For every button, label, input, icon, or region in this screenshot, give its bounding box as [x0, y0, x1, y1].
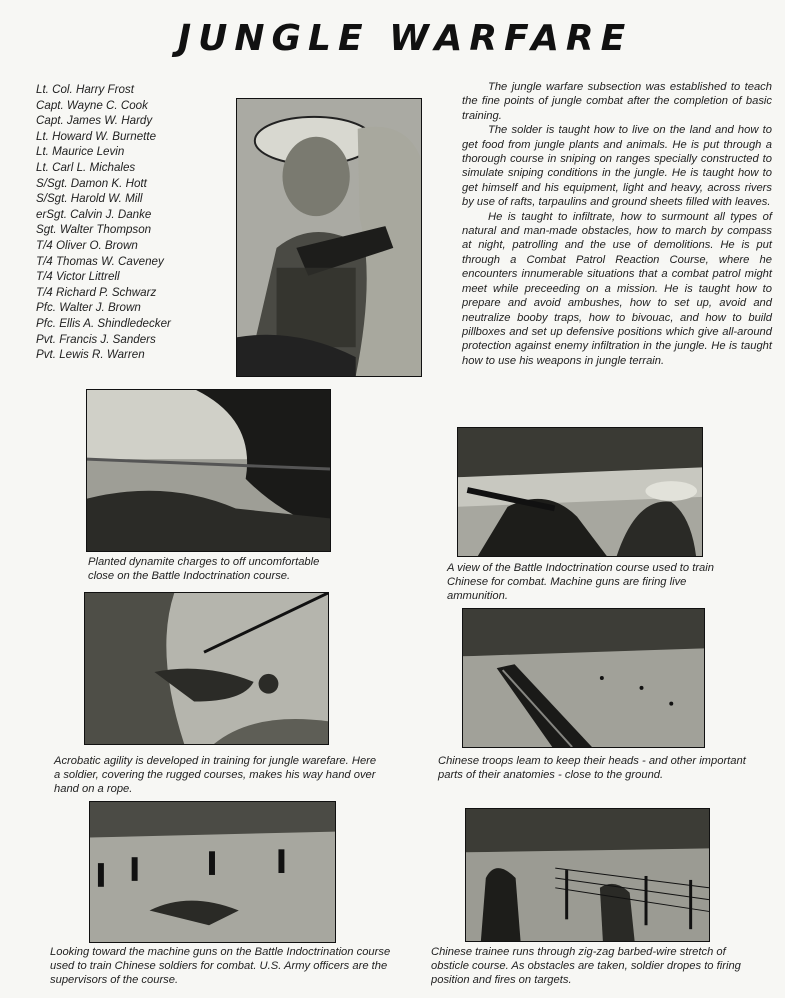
intro-text — [462, 80, 772, 368]
dynamite-caption: Planted dynamite charges to off uncomfortable close on the Battle Indoctrination course. — [88, 556, 320, 582]
roster-name: erSgt. Calvin J. Danke — [36, 207, 152, 221]
trench-caption: Chinese troops leam to keep their heads - and other important parts of their anatomies - close to the ground. — [438, 755, 746, 781]
portrait-photo — [236, 98, 422, 377]
intro-paragraph: The jungle warfare subsection was established to teach the fine points of jungle combat after the completion of basic training. — [462, 81, 772, 122]
staff-roster — [36, 82, 196, 363]
roster-name: Capt. James W. Hardy — [36, 114, 153, 128]
intro-paragraph: The solder is taught how to live on the land and how to get food from jungle plants and animals. He is put through a thorough course in sniping on ranges specially constructed to simulate sniping conditions in the jungle. He is taught how to get himself and his equipment, light and heavy, across rivers by use of rafts, tarpaulins and ground sheets filled with leaves. — [462, 124, 772, 209]
roster-name: Pfc. Ellis A. Shindledecker — [36, 316, 171, 330]
roster-name: Pvt. Lewis R. Warren — [36, 348, 145, 362]
roster-name: Lt. Howard W. Burnette — [36, 129, 157, 143]
roster-name: S/Sgt. Damon K. Hott — [36, 176, 147, 190]
battle-view-caption: A view of the Battle Indoctrination course used to train Chinese for combat. Machine guns are firing live ammunition. — [447, 562, 714, 602]
roster-name: Capt. Wayne C. Cook — [36, 98, 148, 112]
roster-name: S/Sgt. Harold W. Mill — [36, 192, 143, 206]
barbed-wire-photo — [465, 808, 710, 942]
roster-name: Pvt. Francis J. Sanders — [36, 332, 156, 346]
rope-photo — [84, 592, 329, 745]
roster-name: Lt. Col. Harry Frost — [36, 83, 134, 96]
dynamite-photo — [86, 389, 331, 552]
roster-name: Sgt. Walter Thompson — [36, 223, 152, 237]
battle-view-photo — [457, 427, 703, 557]
roster-name: T/4 Oliver O. Brown — [36, 238, 138, 252]
roster-name: Lt. Maurice Levin — [36, 145, 125, 159]
roster-name: T/4 Thomas W. Caveney — [36, 254, 164, 268]
intro-paragraph: He is taught to infiltrate, how to surmount all types of natural and man-made obstacles, how to march by compass at night, patrolling and the use of demolitions. He is put through a Combat Patrol Reaction Course, where he encounters innumerable situations that a combat patrol might meet while preceeding on a mission. He is taught how to prepare and avoid ambushes, how to set up, avoid and neutralize booby traps, how to bivouac, and how to build pillboxes and set up defensive positions which give all-around protection against enemy infiltration in the jungle. He is taught how to use his weapons in jungle terrain. — [462, 210, 772, 367]
roster-name: T/4 Richard P. Schwarz — [36, 285, 157, 299]
machine-guns-photo — [89, 801, 336, 943]
barbed-wire-caption: Chinese trainee runs through zig-zag barbed-wire stretch of obsticle course. As obstacles are taken, soldier dropes to firing position and fires on targets. — [431, 946, 741, 986]
trench-photo — [462, 608, 705, 748]
machine-guns-caption: Looking toward the machine guns on the Battle Indoctrination course used to train Chinese soldiers for combat. U.S. Army officers are the supervisors of the course. — [50, 946, 391, 986]
roster-name: Lt. Carl L. Michales — [36, 160, 136, 174]
rope-caption: Acrobatic agility is developed in training for jungle warefare. Here a soldier, covering the rugged courses, makes his way hand over hand on a rope. — [54, 755, 377, 795]
page-title: JUNGLE WARFARE — [177, 18, 633, 59]
roster-name: Pfc. Walter J. Brown — [36, 301, 141, 315]
roster-name: T/4 Victor Littrell — [36, 270, 120, 284]
